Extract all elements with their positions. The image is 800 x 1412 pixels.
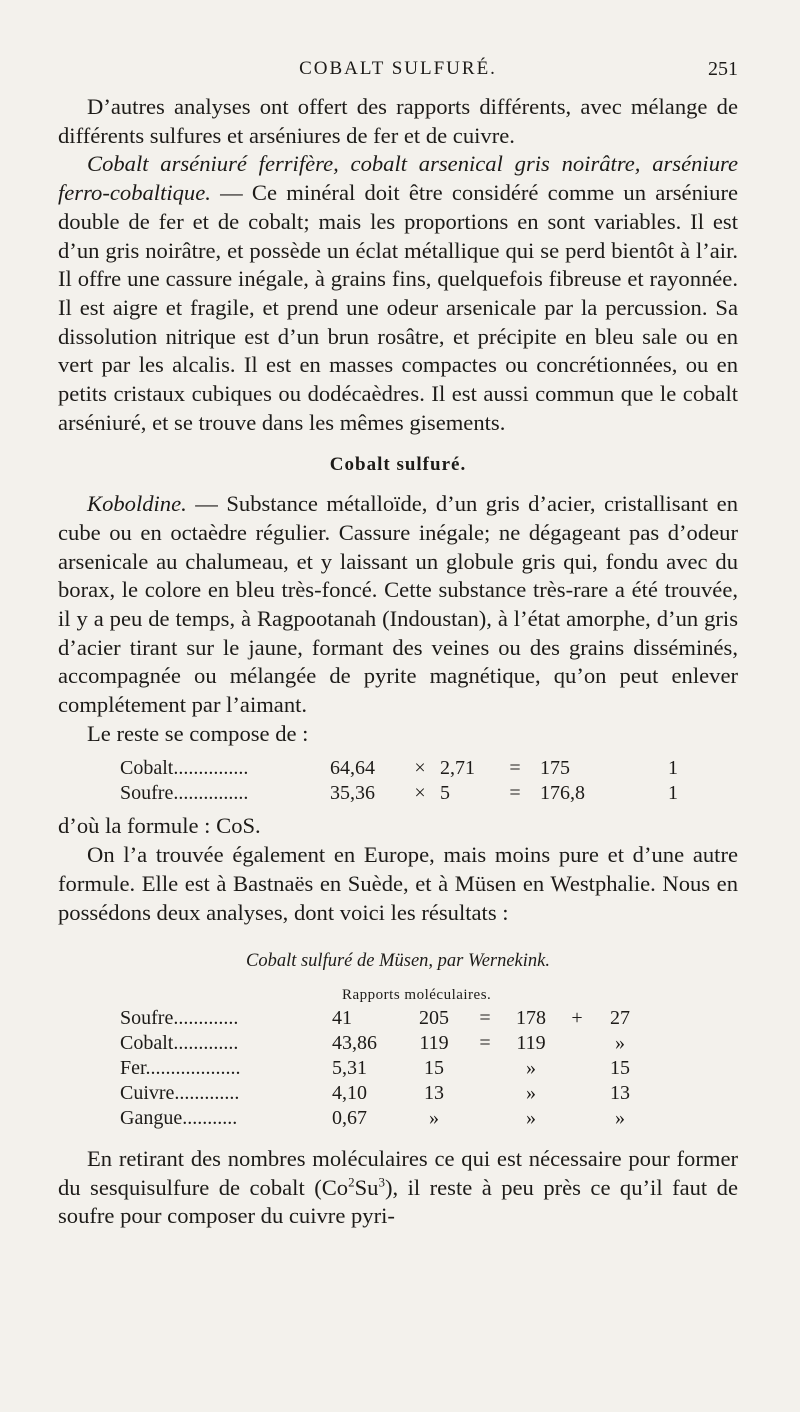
plus-sign: [554, 1081, 600, 1106]
ratios-heading: Rapports moléculaires.: [342, 986, 492, 1003]
combined-value: »: [526, 1081, 536, 1104]
factor: 2,71: [440, 757, 475, 780]
combined-value: »: [526, 1056, 536, 1079]
koboldine-name: Koboldine.: [87, 491, 187, 517]
remainder-value: »: [615, 1106, 625, 1129]
element-name: Soufre.............: [120, 1006, 239, 1029]
table-row: [120, 1081, 640, 1106]
formula-prefix: d’où la formule :: [58, 813, 217, 839]
molecular-ratio: 205: [419, 1006, 449, 1029]
combined-value: 178: [516, 1006, 546, 1029]
page-header: [58, 56, 738, 86]
closing-paragraph: [58, 1145, 738, 1231]
plus-sign: +: [571, 1006, 583, 1029]
element-name: Fer...................: [120, 1056, 241, 1079]
element-value: 0,67: [332, 1106, 367, 1129]
remainder-value: 27: [610, 1006, 630, 1029]
table-row: [120, 756, 678, 781]
molecular-ratio: 15: [424, 1056, 444, 1079]
analysis-caption: Cobalt sulfuré de Müsen, par Wernekink.: [245, 951, 550, 972]
section-title: Cobalt sulfuré.: [329, 454, 467, 476]
formula-line: [58, 812, 738, 841]
table-row: [120, 1106, 640, 1131]
remainder-value: 15: [610, 1056, 630, 1079]
plus-sign: [554, 1031, 600, 1056]
combined-value: 119: [516, 1031, 546, 1054]
equals-sign: =: [479, 1006, 491, 1029]
element-name: Cobalt...............: [120, 757, 249, 780]
europe-paragraph: On l’a trouvée également en Europe, mais moins pure et d’une autre formule. Elle est à Bastnaës en Suède, et à Müsen en Westphalie. Nous en possédons deux analyses, dont voici les résultats :: [58, 842, 738, 925]
closing-text-1: En retirant des nombres moléculaires ce qui est nécessaire pour former du sesquisulfure de cobalt (Co: [58, 1145, 738, 1200]
equals-sign: [462, 1106, 508, 1131]
multiply-sign: ×: [414, 757, 426, 780]
element-name: Cobalt.............: [120, 1031, 239, 1054]
plus-sign: [554, 1056, 600, 1081]
composition-intro: Le reste se compose de :: [87, 720, 309, 746]
equals-sign: [462, 1081, 508, 1106]
remainder-value: »: [615, 1031, 625, 1054]
intro-paragraph: D’autres analyses ont offert des rapports différents, avec mélange de différents sulfures et arséniures de fer et de cuivre.: [58, 94, 738, 148]
closing-text-2: Su: [354, 1174, 379, 1200]
closing-text-3: ), il reste à peu près ce qu’il faut de soufre pour composer du cuivre pyri-: [58, 1174, 738, 1229]
ratio: 1: [668, 782, 678, 805]
factor: 5: [440, 782, 450, 805]
element-name: Cuivre.............: [120, 1081, 240, 1104]
remainder-value: 13: [610, 1081, 630, 1104]
analysis-table: [120, 1006, 640, 1131]
element-name: Gangue...........: [120, 1106, 238, 1129]
element-value: 41: [332, 1006, 352, 1029]
composition-table: [120, 756, 678, 806]
ferrifere-paragraph: [58, 150, 738, 437]
molecular-ratio: 119: [419, 1031, 449, 1054]
koboldine-paragraph: [58, 490, 738, 720]
molecular-ratio: 13: [424, 1081, 444, 1104]
element-value: 43,86: [332, 1031, 377, 1054]
table-row: [120, 781, 678, 806]
page-number: 251: [708, 58, 738, 80]
table-row: [120, 1006, 640, 1031]
result: 176,8: [540, 782, 585, 805]
ferrifere-text: — Ce minéral doit être considéré comme un arséniure double de fer et de cobalt; mais les proportions en sont variables. Il est d’un gris noirâtre, et possède un éclat métallique qui se perd bientôt à l’air. Il offre une cassure inégale, à grains fins, quelquefois fibreuse et rayonnée. Il est aigre et fragile, et prend une odeur arsenicale par la percussion. Sa dissolution nitrique est d’un brun rosâtre, et précipite en bleu sale ou en vert par les alcalis. Il est en masses compactes ou concrétionnées, ou en petits cristaux cubiques ou dodécaèdres. Il est aussi commun que le cobalt arséniuré, et se trouve dans les mêmes gisements.: [58, 180, 738, 435]
element-value: 64,64: [330, 757, 375, 780]
equals-sign: =: [509, 757, 521, 780]
plus-sign: [554, 1106, 600, 1131]
table-row: [120, 1056, 640, 1081]
ratio: 1: [668, 757, 678, 780]
formula-value: CoS.: [216, 813, 261, 839]
element-value: 35,36: [330, 782, 375, 805]
subscript-2: 2: [348, 1174, 355, 1190]
subscript-3: 3: [378, 1174, 385, 1190]
element-value: 4,10: [332, 1081, 367, 1104]
koboldine-text: — Substance métalloïde, d’un gris d’acier, cristallisant en cube ou en octaèdre régulier. Cassure inégale; ne dégageant pas d’odeur arsenicale au chalumeau, et y laissant un globule gris qui, fondu avec du borax, le colore en bleu très-foncé. Cette substance très-rare a été trouvée, il y a peu de temps, à Ragpootanah (Indoustan), à l’état amorphe, d’un gris d’acier tirant sur le jaune, formant des veines ou des grains disséminés, accompagnée ou mélangée de pyrite magnétique, qu’on peut enlever complétement par l’aimant.: [58, 491, 738, 718]
ferrifere-names: Cobalt arséniuré ferrifère, cobalt arsenical gris noirâtre, arséniure ferro-cobaltique.: [58, 151, 738, 206]
equals-sign: =: [509, 782, 521, 805]
equals-sign: =: [479, 1031, 491, 1054]
molecular-ratio: »: [429, 1106, 439, 1129]
equals-sign: [462, 1056, 508, 1081]
element-value: 5,31: [332, 1056, 367, 1079]
element-name: Soufre...............: [120, 782, 249, 805]
multiply-sign: ×: [414, 782, 426, 805]
table-row: [120, 1031, 640, 1056]
running-title: COBALT SULFURÉ.: [299, 58, 497, 79]
body-text: [58, 93, 738, 1231]
combined-value: »: [526, 1106, 536, 1129]
result: 175: [540, 757, 570, 780]
